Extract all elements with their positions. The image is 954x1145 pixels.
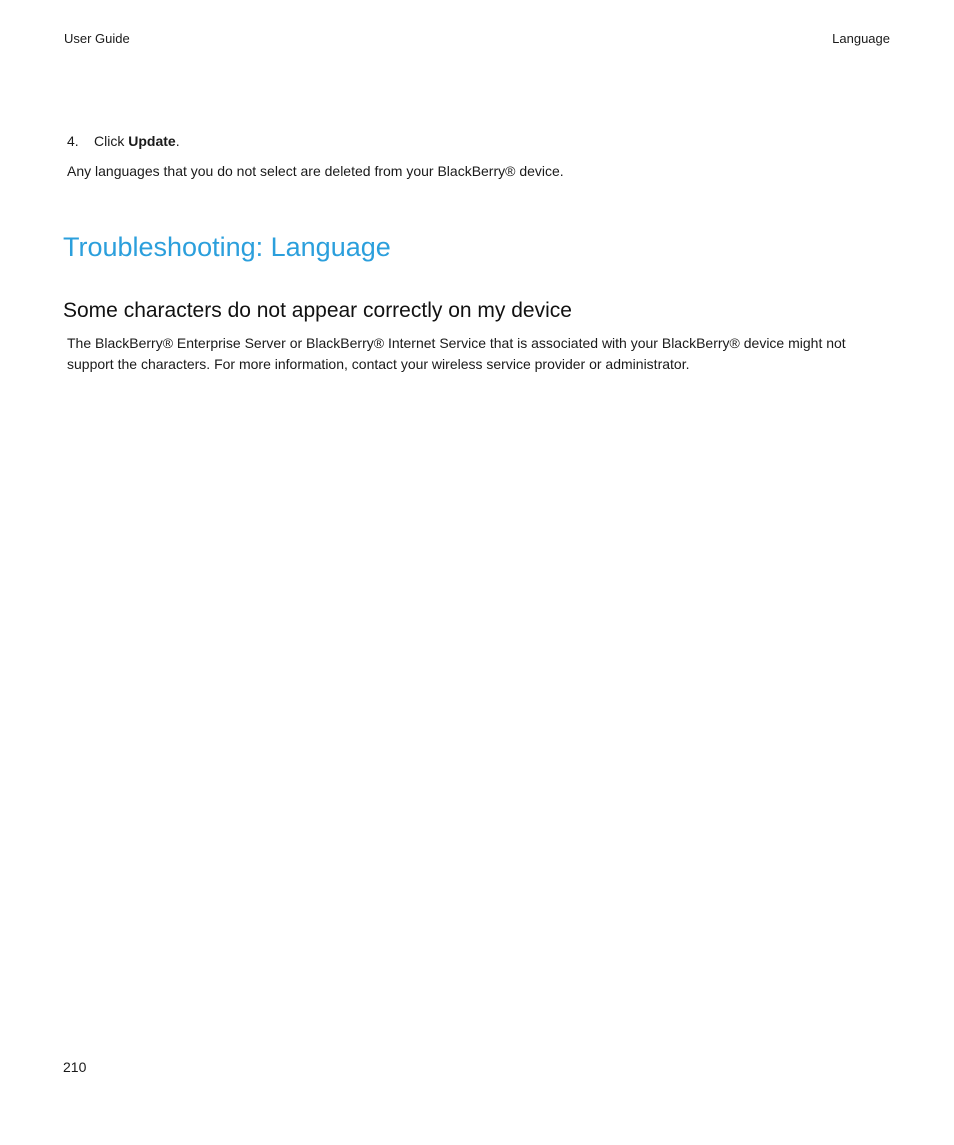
step-suffix: . xyxy=(175,133,180,149)
step-result-text: Any languages that you do not select are deleted from your BlackBerry® device. xyxy=(67,163,564,179)
section-heading: Troubleshooting: Language xyxy=(63,232,391,262)
page-number: 210 xyxy=(63,1059,87,1075)
step-number: 4. xyxy=(67,133,79,149)
subsection-body: The BlackBerry® Enterprise Server or BlackBerry® Internet Service that is associated with your BlackBerry® device might not support the characters. For more information, contact your wireless service provider or administrator. xyxy=(67,335,846,372)
step-prefix: Click xyxy=(94,133,129,149)
step-item xyxy=(67,133,180,149)
step-action-name: Update xyxy=(128,133,176,149)
subsection-heading: Some characters do not appear correctly on my device xyxy=(63,299,572,322)
running-header-section: Language xyxy=(832,31,890,46)
running-header-title: User Guide xyxy=(64,31,130,46)
